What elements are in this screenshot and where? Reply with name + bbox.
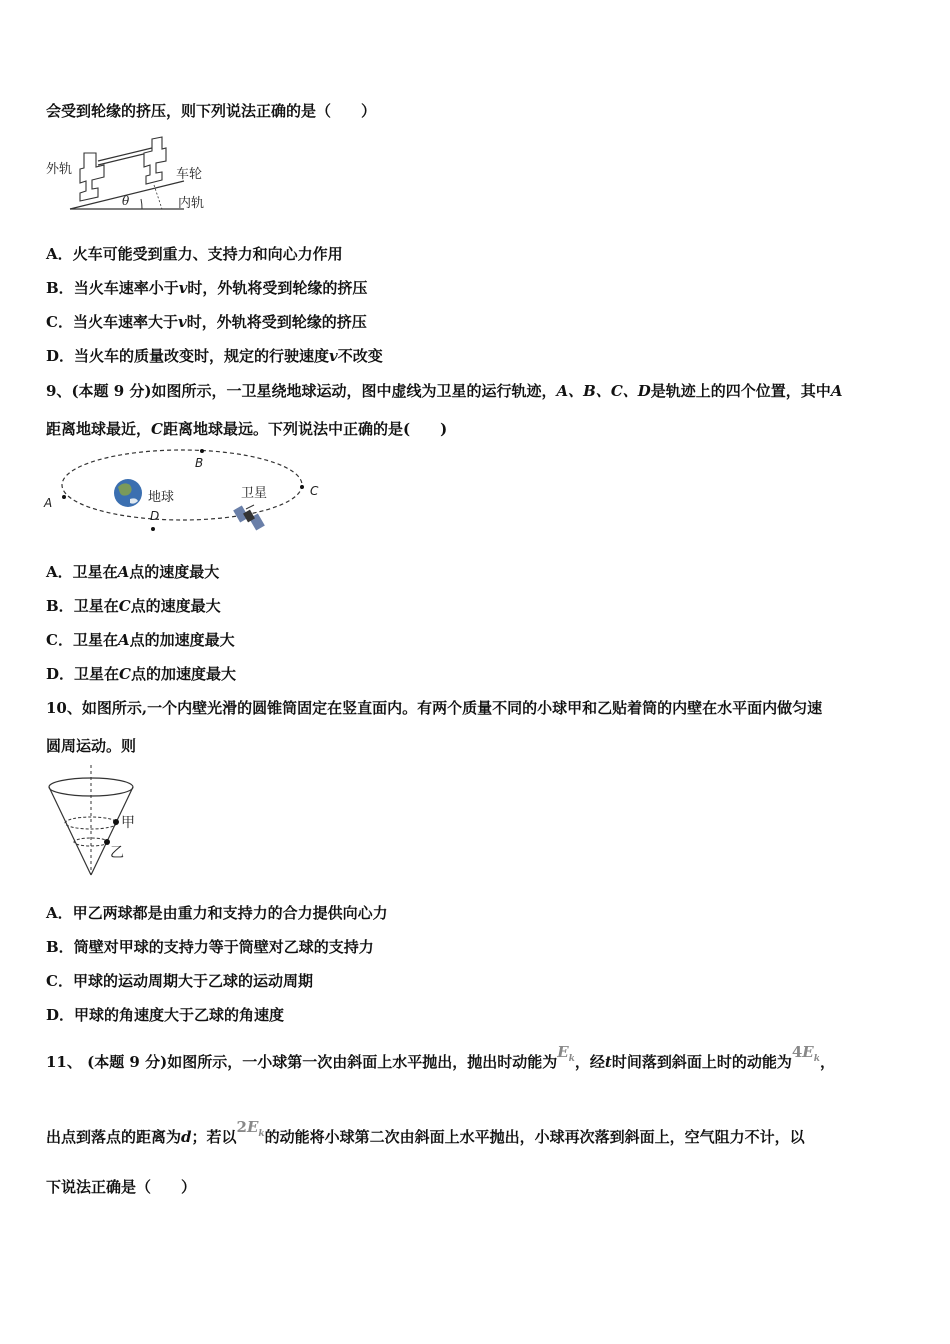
q10-option-d: [46, 1005, 284, 1025]
option-letter: A．: [46, 563, 73, 581]
option-letter: B．: [46, 938, 74, 956]
orbit-point-d: D: [150, 509, 160, 523]
ek-symbol: E: [802, 1043, 814, 1061]
question-score: (本题 9 分): [71, 382, 152, 400]
ek4-formula: [791, 1043, 820, 1064]
option-text: 点的速度最大: [129, 563, 220, 581]
q8-option-b: [46, 278, 367, 298]
q11-stem-line1: [46, 1043, 835, 1079]
satellite-icon: [233, 505, 265, 531]
option-var: A: [117, 631, 130, 649]
option-var: A: [117, 563, 130, 581]
distance-var: d: [181, 1128, 192, 1146]
stem-text: 如图所示，一卫星绕地球运动，图中虚线为卫星的运行轨迹，: [151, 382, 557, 400]
option-text: 筒壁对甲球的支持力等于筒壁对乙球的支持力: [73, 938, 374, 956]
q9-option-a: [46, 562, 219, 582]
option-letter: D．: [46, 665, 75, 683]
option-text: 卫星在: [72, 631, 118, 649]
stem-text: 是轨迹上的四个位置，其中: [650, 382, 831, 400]
option-var: C: [118, 597, 131, 615]
option-text: 当火车速率小于: [73, 279, 179, 297]
option-letter: A．: [46, 245, 73, 263]
question-score: (本题 9 分): [87, 1053, 168, 1071]
yi-label: 乙: [110, 845, 124, 861]
q8-option-c: [46, 312, 367, 332]
option-var: v: [177, 313, 187, 331]
jia-label: 甲: [121, 815, 135, 831]
q9-stem-line1: [46, 381, 842, 401]
wheel-label: 车轮: [176, 167, 203, 182]
ek2-formula: [236, 1118, 265, 1139]
q10-option-c: [46, 971, 313, 991]
question-number: 11、: [46, 1053, 82, 1071]
q9-option-d: [46, 664, 236, 684]
option-text: 点的速度最大: [130, 597, 221, 615]
stem-text: 如图所示，一小球第一次由斜面上水平抛出，抛出时动能为: [167, 1053, 558, 1071]
option-text: 卫星在: [74, 665, 120, 683]
q11-stem-line2: [46, 1118, 805, 1154]
q10-stem-line1: 10、如图所示,一个内壁光滑的圆锥筒固定在竖直面内。有两个质量不同的小球甲和乙贴着筒的内壁在水平面内做匀速: [46, 699, 823, 717]
earth-label: 地球: [148, 490, 175, 505]
point-labels: A、B、C、D: [556, 382, 651, 400]
option-letter: C．: [46, 972, 73, 990]
ek-subscript: k: [258, 1129, 265, 1139]
option-letter: D．: [46, 347, 75, 365]
point-c: C: [151, 420, 163, 438]
ek-subscript: k: [568, 1054, 575, 1064]
orbit-point-a: A: [44, 496, 53, 510]
option-text: 当火车的质量改变时，规定的行驶速度: [74, 347, 330, 365]
option-text: 甲球的运动周期大于乙球的运动周期: [72, 972, 313, 990]
option-var: C: [119, 665, 131, 683]
q8-option-a: [46, 244, 343, 264]
stem-text: 出点到落点的距离为: [46, 1128, 182, 1146]
option-letter: B．: [46, 279, 74, 297]
ek-symbol: E: [557, 1043, 569, 1061]
ball-jia: [113, 819, 119, 825]
option-letter: C．: [46, 313, 73, 331]
option-text: 点的加速度最大: [130, 665, 236, 683]
option-letter: D．: [46, 1006, 75, 1024]
option-letter: B．: [46, 597, 74, 615]
option-text: 点的加速度最大: [129, 631, 235, 649]
option-text: 当火车速率大于: [72, 313, 178, 331]
ek-subscript: k: [813, 1054, 820, 1064]
q9-stem-line2: [46, 419, 447, 439]
q8-rail-figure: [44, 133, 219, 213]
q9-option-b: [46, 596, 221, 616]
orbit-point-b: B: [195, 456, 204, 470]
option-text: 卫星在: [73, 597, 119, 615]
angle-label: θ: [122, 194, 130, 208]
q8-option-d: [46, 346, 383, 366]
q9-option-c: [46, 630, 235, 650]
q9-orbit-figure: [40, 445, 330, 537]
time-var: t: [604, 1053, 612, 1071]
option-letter: A．: [46, 904, 73, 922]
option-text: 甲球的角速度大于乙球的角速度: [74, 1006, 285, 1024]
stem-text: 距离地球最远。下列说法中正确的是( ): [162, 420, 448, 438]
ek-coef: 2: [236, 1118, 247, 1136]
stem-text: 时间落到斜面上时的动能为: [611, 1053, 792, 1071]
option-var: v: [178, 279, 188, 297]
stem-text: 的动能将小球第二次由斜面上水平抛出，小球再次落到斜面上，空气阻力不计，以: [264, 1128, 805, 1146]
option-text: 不改变: [337, 347, 383, 365]
outer-rail-label: 外轨: [46, 162, 73, 177]
orbit-point-c: C: [310, 484, 319, 498]
option-var: v: [329, 347, 338, 365]
stem-text: ，经: [574, 1053, 605, 1071]
q10-option-b: [46, 937, 374, 957]
option-letter: C．: [46, 631, 73, 649]
ek-coef: 4: [791, 1043, 803, 1061]
question-number: 9、: [46, 382, 72, 400]
q10-option-a: [46, 903, 388, 923]
stem-text: ，: [819, 1053, 835, 1071]
point-a: A: [830, 382, 843, 400]
stem-text: 距离地球最近，: [46, 420, 152, 438]
option-text: 甲乙两球都是由重力和支持力的合力提供向心力: [72, 904, 388, 922]
ek-formula: [557, 1043, 575, 1064]
option-text: 卫星在: [72, 563, 118, 581]
ek-symbol: E: [246, 1118, 259, 1136]
stem-text: ；若以: [191, 1128, 237, 1146]
q8-stem-tail: 会受到轮缘的挤压，则下列说法正确的是（ ）: [46, 102, 377, 120]
option-text: 时，外轨将受到轮缘的挤压: [186, 313, 367, 331]
q10-cone-figure: [44, 765, 144, 880]
q11-stem-line3: 下说法正确是（ ）: [46, 1178, 197, 1196]
option-text: 时，外轨将受到轮缘的挤压: [187, 279, 368, 297]
satellite-label: 卫星: [241, 486, 268, 501]
option-text: 火车可能受到重力、支持力和向心力作用: [72, 245, 343, 263]
inner-rail-label: 内轨: [178, 196, 205, 211]
q10-stem-line2: 圆周运动。则: [46, 737, 137, 755]
